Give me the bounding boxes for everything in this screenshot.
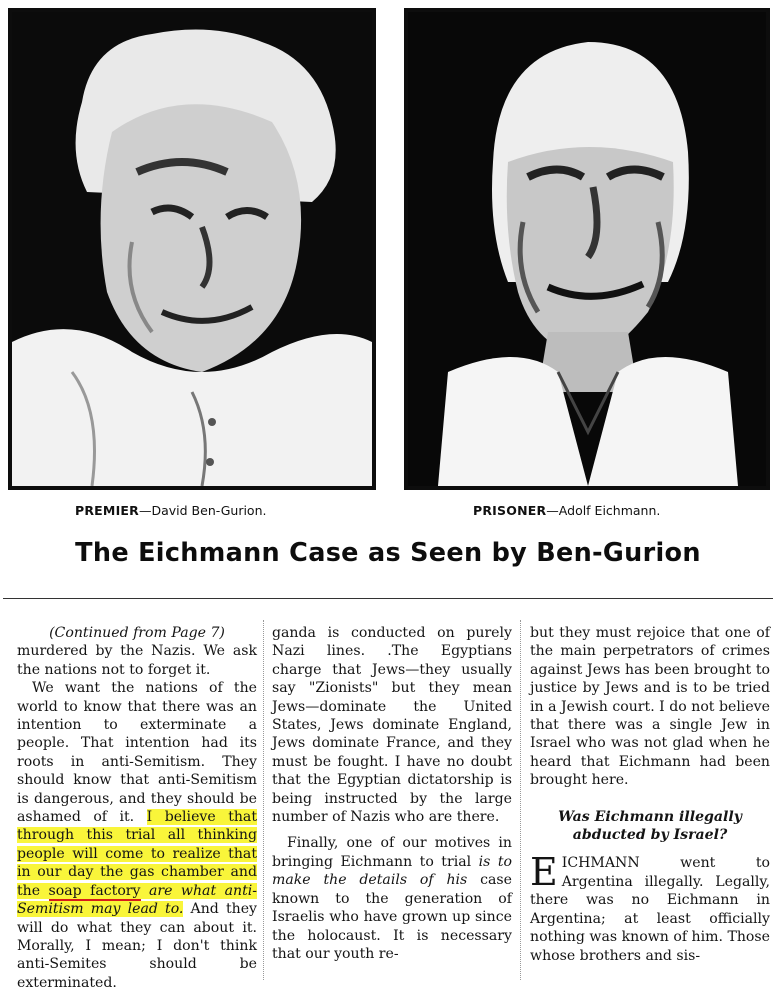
column-2 <box>272 624 512 963</box>
paragraph <box>272 834 512 963</box>
column-separator <box>520 620 521 980</box>
subheading: Was Eichmann illegally abducted by Israel? <box>558 808 742 844</box>
column-separator <box>263 620 264 980</box>
text-run: are what anti-Semitism may lead to. <box>17 882 257 918</box>
paragraph <box>17 679 257 992</box>
photo-ben-gurion <box>8 8 376 490</box>
continued-note: (Continued from Page 7) <box>49 625 225 641</box>
caption-right-label: PRISONER <box>473 503 547 518</box>
paragraph <box>530 850 770 964</box>
column-3 <box>530 624 770 965</box>
text-run: I believe that through this trial all thinking people will come to realize that in our day the gas chamber and the <box>17 809 257 899</box>
paragraph: but they must rejoice that one of the main perpetrators of crimes against Jews has been brought to justice by Jews and is to be tried in a Jewish court. I do not believe that there was a single Jew in Israel who was not glad when he heard that Eichmann had been brought here. <box>530 625 770 789</box>
headline-rule <box>3 598 773 599</box>
caption-right <box>473 503 660 518</box>
paragraph: ganda is conducted on purely Nazi lines. .The Egyptians charge that Jews—they usually say "Zionists" but they mean Jews—dominate the United States, Jews dominate England, Jews dominate France, and they must be fought. I have no doubt that the Egyptian dictatorship is being instructed by the large number of Nazis who are there. <box>272 625 512 826</box>
caption-left <box>75 503 266 518</box>
underlined-phrase: soap factory <box>48 882 141 899</box>
column-1 <box>17 624 257 992</box>
caption-right-name: —Adolf Eichmann. <box>546 503 661 518</box>
italic-run: is to make the details of his <box>272 853 512 889</box>
caption-left-label: PREMIER <box>75 503 139 518</box>
photo-eichmann <box>404 8 770 490</box>
text-run: Finally, one of our motives in bringing Eichmann to trial <box>272 835 512 870</box>
text-run: We want the nations of the world to know that there was an intention to exterminate a people. That intention had its roots in anti-Semitism. They should know that anti-Semitism is dangerous, and they should be ashamed of it. <box>17 680 257 826</box>
text-run: ICHMANN went to Argentina illegally. Legally, there was no Eichmann in Argentina; at least officially nothing was known of him. Those whose brothers and sis- <box>530 855 770 964</box>
text-run: And they will do what they can about it. Morally, I mean; I don't think anti-Semites should be exterminated. <box>17 901 258 991</box>
caption-left-name: —David Ben-Gurion. <box>138 503 267 518</box>
headline: The Eichmann Case as Seen by Ben-Gurion <box>75 538 701 568</box>
text-run: case known to the generation of Israelis who have grown up since the holocaust. It is necessary that our youth re- <box>272 872 512 962</box>
paragraph: murdered by the Nazis. We ask the nations not to forget it. <box>17 643 257 678</box>
drop-cap: E <box>530 850 558 895</box>
